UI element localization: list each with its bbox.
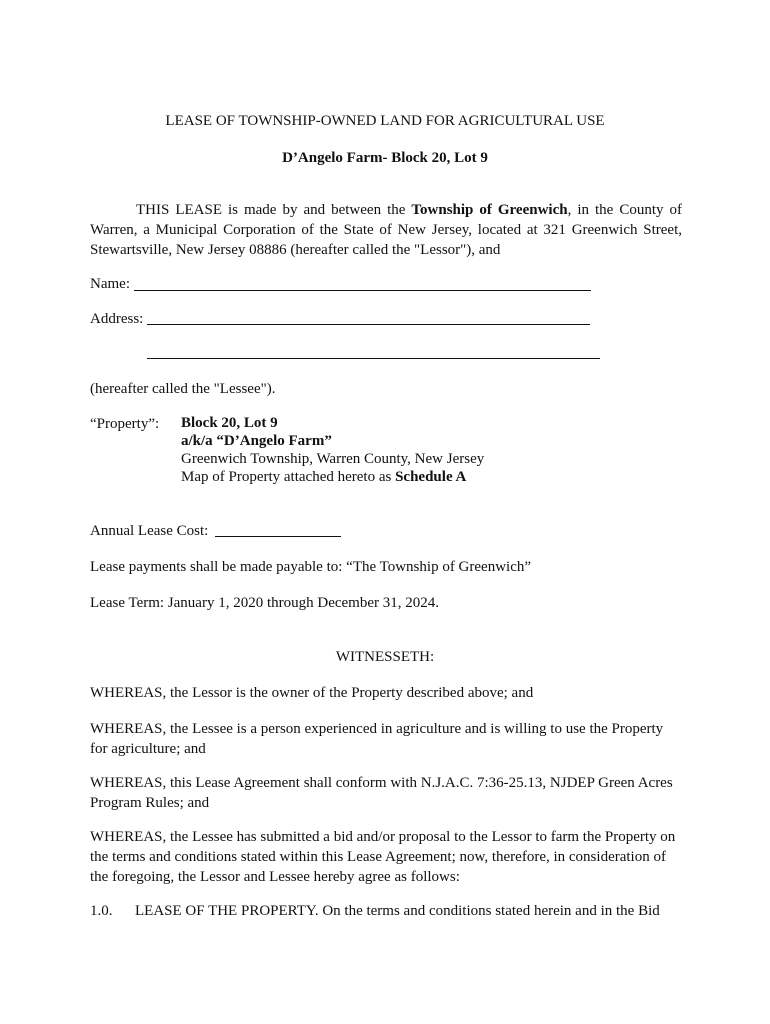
whereas-clause-4: WHEREAS, the Lessee has submitted a bid and/or proposal to the Lessor to farm the Property on the terms and conditions stated within this Lease Agreement; now, therefore, in consideration of the foregoing, the Lessor and Lessee hereby agree as follows:: [90, 829, 676, 885]
document-subtitle: D’Angelo Farm- Block 20, Lot 9: [282, 150, 488, 166]
property-map-note: Map of Property attached hereto as Schedule A: [181, 469, 467, 485]
schedule-a-reference: Schedule A: [395, 469, 467, 485]
property-block-lot: Block 20, Lot 9: [181, 415, 278, 431]
lessee-designation: (hereafter called the "Lessee").: [90, 381, 276, 397]
address-second-fill-line: [147, 358, 600, 359]
annual-lease-cost-label: Annual Lease Cost:: [90, 523, 209, 539]
section-1-text: LEASE OF THE PROPERTY. On the terms and conditions stated herein and in the Bid: [135, 903, 660, 919]
lessor-name: Township of Greenwich: [411, 202, 568, 218]
whereas-clause-3: WHEREAS, this Lease Agreement shall conform with N.J.A.C. 7:36-25.13, NJDEP Green Acres Program Rules; and: [90, 775, 673, 811]
whereas-clause-2: WHEREAS, the Lessee is a person experienced in agriculture and is willing to use the Property for agriculture; and: [90, 721, 664, 757]
property-details: [181, 414, 484, 486]
intro-lead: THIS LEASE is made by and between the: [136, 202, 412, 218]
intro-paragraph: [90, 200, 682, 260]
property-aka: a/k/a “D’Angelo Farm”: [181, 433, 332, 449]
intro-rest: , in the County of Warren, a Municipal Corporation of the State of New Jersey, located at 321 Greenwich Street, Stewartsville, New Jersey 08886 (hereafter called the "Lessor"), and: [90, 202, 682, 258]
address-label: Address:: [90, 311, 144, 327]
whereas-clause-1: WHEREAS, the Lessor is the owner of the Property described above; and: [90, 685, 534, 701]
annual-lease-cost-fill-line: [215, 536, 341, 537]
name-label: Name:: [90, 276, 130, 292]
section-1-number: 1.0.: [90, 903, 113, 919]
payable-text: Lease payments shall be made payable to: “The Township of Greenwich”: [90, 559, 532, 575]
name-fill-line: [134, 290, 591, 291]
property-label: “Property”:: [90, 416, 160, 432]
property-location: Greenwich Township, Warren County, New Jersey: [181, 451, 485, 467]
address-fill-line: [147, 324, 590, 325]
witnesseth-heading: WITNESSETH:: [335, 649, 435, 665]
lease-term: Lease Term: January 1, 2020 through December 31, 2024.: [90, 595, 439, 611]
document-title: LEASE OF TOWNSHIP-OWNED LAND FOR AGRICULTURAL USE: [165, 113, 605, 129]
